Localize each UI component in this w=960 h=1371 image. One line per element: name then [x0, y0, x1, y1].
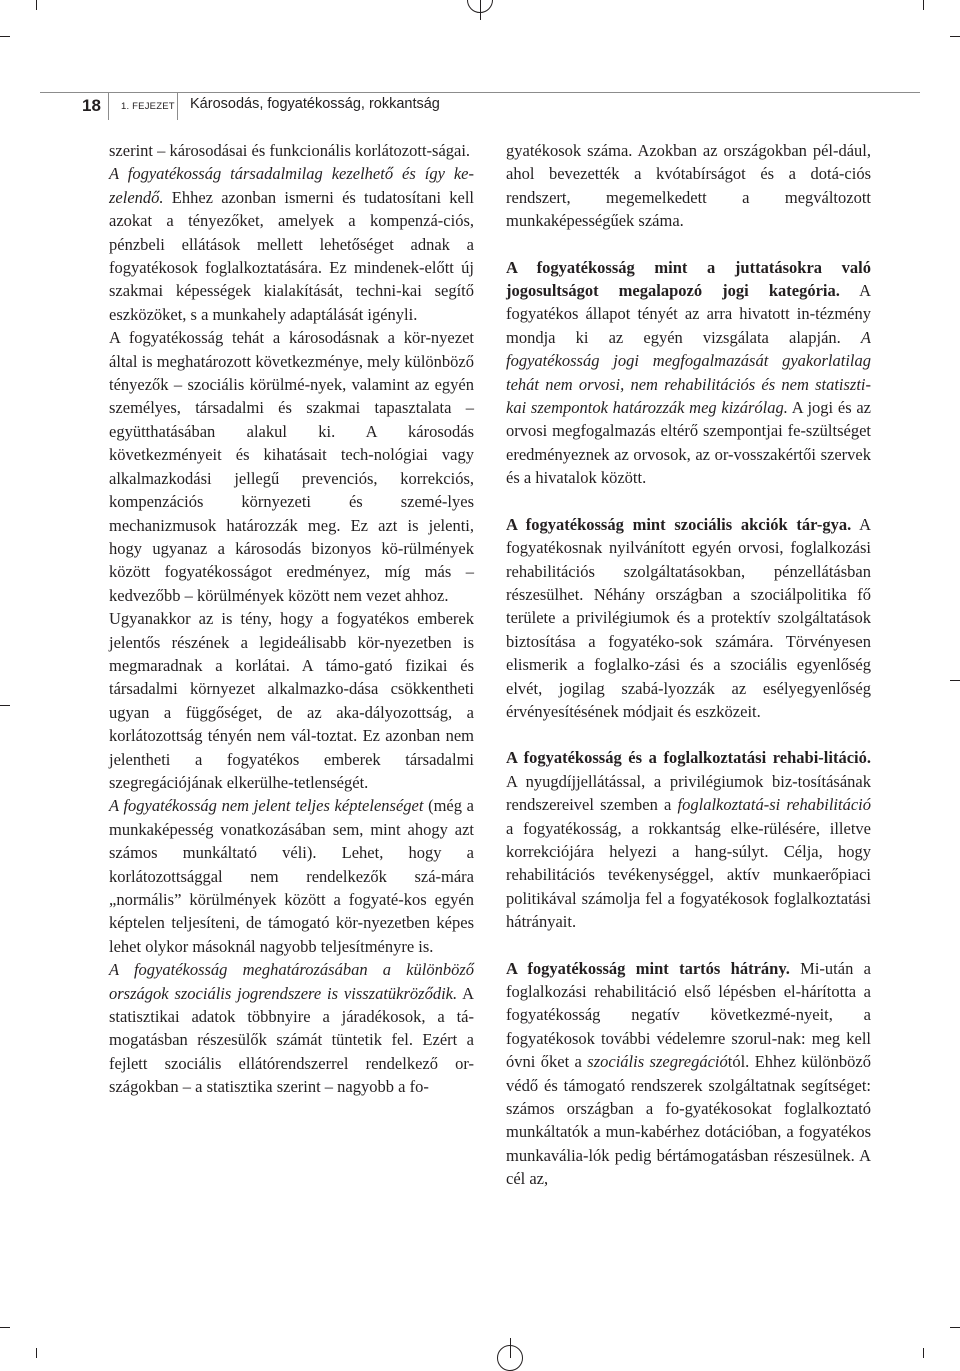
- italic-phrase: A fogyatékosság jogi megfogalmazását gyakorlatilag tehát nem orvosi, nem rehabilitációs és nem statiszti-kai szempontok határozzák meg kizárólag.: [506, 327, 871, 418]
- crop-mark: [36, 1348, 37, 1358]
- left-column: [109, 139, 474, 1099]
- section-heading: A fogyatékosság mint tartós hátrány.: [506, 958, 790, 978]
- section-heading: A fogyatékosság és a foglalkoztatási rehabi-litáció.: [506, 748, 871, 768]
- paragraph: szerint – károsodásai és funkcionális korlátozott-ságai.: [109, 141, 471, 160]
- crop-mark: [0, 36, 10, 37]
- italic-phrase: szociális szegregáció: [587, 1052, 728, 1072]
- header-divider: [177, 92, 178, 120]
- crop-mark: [36, 0, 37, 10]
- section-paragraph: A fogyatékosság és a foglalkoztatási rehabi-litáció. A nyugdíjjellátással, a privilégiumok biz-tosításának rendszereivel szemben a foglalkoztatá-si rehabilitáció a fogyatékosság, a rokkantság elke-rülésére, illetve korrekciójára helyezi a hang-súlyt. Célja, hogy rehabilitációs tevékenységgel, aktív munkaerőpiaci politikával számolja fel a fogyatékosok foglalkoztatási hátrányait.: [506, 748, 871, 932]
- italic-phrase: A fogyatékosság nem jelent teljes képtelenséget: [109, 796, 424, 816]
- right-column: [506, 139, 871, 1191]
- page-number: 18: [82, 96, 101, 115]
- paragraph: A fogyatékosság meghatározásában a különböző országok szociális jogrendszere is visszatükröződik. A statisztikai adatok többnyire a járadékosok, a tá-mogatásban részesülők számát tüntetik fel. Ezért a fejlett szociális ellátórendszerrel rendelkező or-szágokban – a statisztika szerint – nagyobb a fo-: [109, 960, 474, 1097]
- italic-phrase: A fogyatékosság meghatározásában a különböző országok szociális jogrendszere is visszatükröződik.: [109, 960, 474, 1003]
- crop-mark: [950, 36, 960, 37]
- italic-phrase: A fogyatékosság társadalmilag kezelhető és így ke-zelendő.: [109, 164, 474, 207]
- paragraph: A fogyatékosság társadalmilag kezelhető és így ke-zelendő. Ehhez azonban ismerni és tudatosítani kell azokat a tényezőket, amelyek a kompenzá-ciós, pénzbeli ellátások mellett lehetőséget adnak a fogyatékosok foglalkoztatására. Ez mindenek-előtt új szakmai képességek kialakítását, techni-kai segítő eszközöket, s a munkahely adaptálását igényli.: [109, 164, 474, 324]
- section-paragraph: A fogyatékosság mint tartós hátrány. Mi-után a foglalkozási rehabilitáció első lépésben el-hárította a fogyatékosság negatív következmé-nyeit, a fogyatékosok további védelemre szorul-nak: meg kell óvni őket a szociális szegregációtól. Ehhez különböző védő és támogató rendszerek szolgáltatnak segítséget: számos országban a fo-gyatékosokat foglalkoztató munkáltatók a mun-kabérhez dotációban, a fogyatékos munkavália-lók pedig bértámogatásban részesülnek. A cél az,: [506, 958, 871, 1189]
- registration-crosshair: [510, 1338, 511, 1358]
- section-paragraph: A fogyatékosság mint a juttatásokra való jogosultságot megalapozó jogi kategória. A fogyatékos állapot tényét az arra hivatott in-tézmény mondja ki az egyén vizsgálata alapján. A fogyatékosság jogi megfogalmazását gyakorlatilag tehát nem orvosi, nem rehabilitációs és nem statiszti-kai szempontok határozzák meg kizárólag. A jogi és az orvosi megfogalmazás eltérő szempontjai fe-szültséget eredményeznek az orvosok, az or-vosszakértői szervek és a hivatalok között.: [506, 257, 871, 488]
- crop-mark: [0, 1327, 10, 1328]
- header-divider: [108, 92, 109, 120]
- crop-mark: [923, 1348, 924, 1358]
- registration-crosshair: [950, 680, 960, 681]
- paragraph: gyatékosok száma. Azokban az országokban pél-dául, ahol bevezették a kvótabírságot és a dotá-ciós rendszert, megemelkedett a megváltozott munkaképességűek száma.: [506, 141, 871, 231]
- registration-crosshair: [0, 705, 10, 706]
- paragraph: A fogyatékosság nem jelent teljes képtelenséget (még a munkaképesség vonatkozásában sem, mint ahogy azt számos munkáltató véli). Lehet, hogy a korlátozottsággal nem rendelkezők szá-mára „normális” körülmények között a fogyaté-kos egyén képtelen teljesíteni, de támogató kör-nyezetben képes lehet olykor másoknál nagyobb teljesítményre is.: [109, 796, 474, 956]
- paragraph: Ugyanakkor az is tény, hogy a fogyatékos emberek jelentős részének a legideálisabb kör-nyezetben is megmaradnak a korlátai. A támo-gató fizikai és társadalmi környezet alkalmazko-dása csökkentheti ugyan a függőséget, de az aka-dályozottság, a korlátozottság tényén nem vál-toztat. Ez azonban nem jelentheti a fogyatékos emberek társadalmi szegregációjának elkerülhe-tetlenségét.: [109, 609, 474, 792]
- chapter-title: Károsodás, fogyatékosság, rokkantság: [190, 96, 440, 112]
- chapter-label: 1. FEJEZET: [121, 101, 175, 112]
- section-paragraph: A fogyatékosság mint szociális akciók tár-gya. A fogyatékosnak nyilvánított egyén orvosi, foglalkozási rehabilitációs szolgáltatásokban, pénzellátásban részesülhet. Néhány országban a szociálpolitika fő területe a privilégiumok és a protektív szolgáltatások biztosítása a fogyatéko-sok számára. Törvényesen elismerik a foglalko-zási és a szociális egyenlőség elvét, jogilag szabá-lyozzák az esélyegyenlőség érvényesítésének módjait és eszközeit.: [506, 514, 871, 721]
- section-heading: A fogyatékosság mint a juttatásokra való jogosultságot megalapozó jogi kategória.: [506, 257, 871, 301]
- paragraph: A fogyatékosság tehát a károsodásnak a kör-nyezet által is meghatározott következménye, mely különböző tényezők – szociális körülmé-nyek, valamint az egyén személyes, társadalmi és szakmai tapasztalata – együtthatásában alakul ki. A károsodás következményeit és kihatásait tech-nológiai vagy alkalmazkodási jellegű prevenciós, korrekciós, kompenzációs környezeti és szemé-lyes mechanizmusok határozzák meg. Ez azt is jelenti, hogy ugyanaz a károsodás bizonyos kö-rülmények között fogyatékosságot eredményez, míg más – kedvezőbb – körülmények között nem vezet ahhoz.: [109, 328, 474, 605]
- section-heading: A fogyatékosság mint szociális akciók tár-gya.: [506, 514, 852, 534]
- header-rule: [40, 92, 920, 93]
- crop-mark: [950, 1327, 960, 1328]
- crop-mark: [923, 0, 924, 10]
- italic-phrase: foglalkoztatá-si rehabilitáció: [677, 795, 871, 815]
- registration-crosshair: [480, 0, 481, 20]
- running-header: [40, 92, 920, 120]
